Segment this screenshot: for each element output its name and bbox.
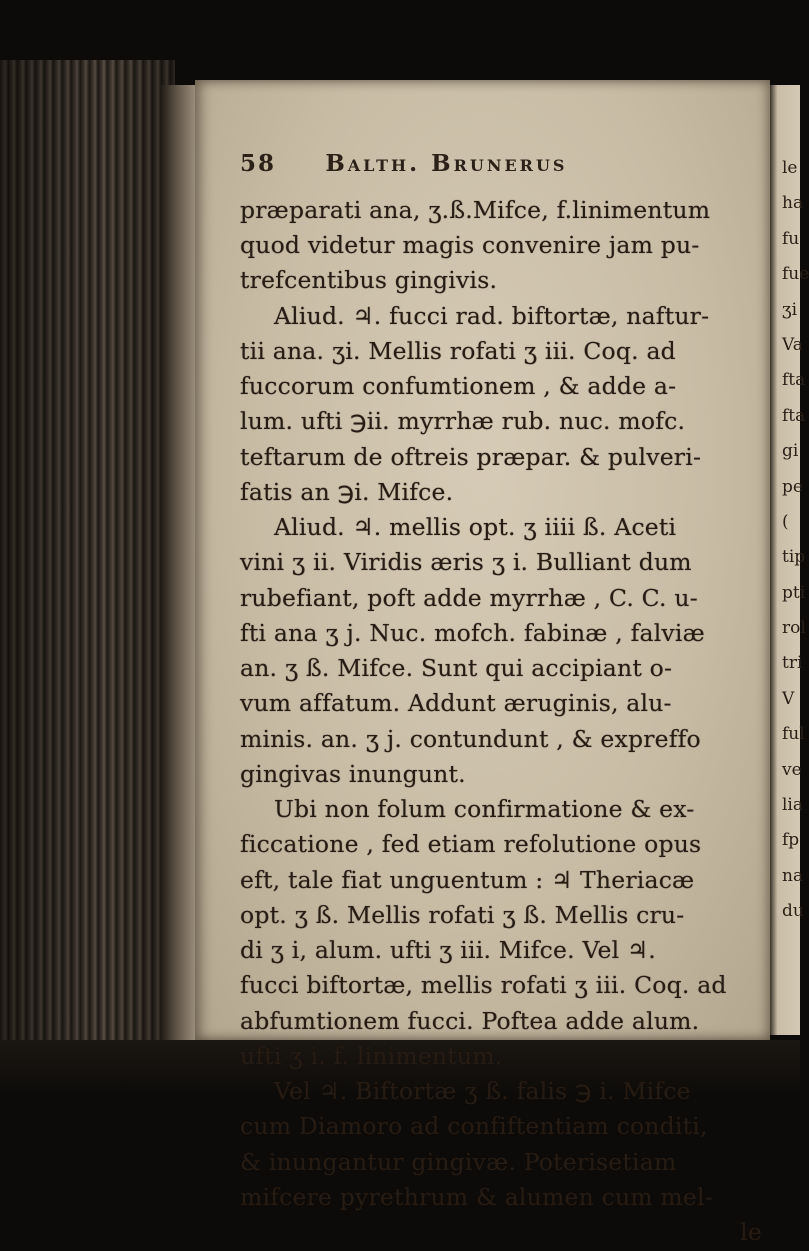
- adjacent-page-fragment: le: [782, 158, 798, 178]
- adjacent-page-fragment: na: [782, 865, 804, 886]
- text-block: [240, 193, 770, 1251]
- text-line: abfumtionem fucci. Poftea adde alum.: [240, 1006, 700, 1035]
- adjacent-page-text: [782, 158, 809, 939]
- adjacent-page-fragment: ve: [782, 759, 802, 780]
- adjacent-page-fragment: du: [782, 901, 804, 922]
- text-line: & inungantur gingivæ. Poterisetiam: [240, 1147, 677, 1176]
- adjacent-page-fragment: gi: [782, 441, 799, 462]
- catchword: le: [740, 1218, 762, 1247]
- running-title: Balth. Brunerus: [325, 150, 568, 177]
- text-line: Ubi non folum confirmatione & ex-: [274, 795, 695, 824]
- text-line: eft, tale fiat unguentum : ♃ Theriacæ: [240, 865, 695, 894]
- text-line: gingivas inungunt.: [240, 759, 466, 788]
- text-line: ufti ʒ i. f. linimentum.: [240, 1041, 503, 1070]
- text-line: rubefiant, poft adde myrrhæ , C. C. u-: [240, 583, 698, 612]
- adjacent-page-fragment: rol: [782, 618, 806, 639]
- text-line: Aliud. ♃. fucci rad. biftortæ, naftur-: [274, 301, 710, 330]
- adjacent-page-fragment: tri: [782, 653, 803, 674]
- adjacent-page-fragment: ful: [782, 724, 805, 745]
- text-line: ficcatione , fed etiam refolutione opus: [240, 830, 702, 859]
- text-line: trefcentibus gingivis.: [240, 266, 498, 295]
- text-line: fucci biftortæ, mellis rofati ʒ iii. Coq. ad: [240, 971, 727, 1000]
- text-line: cum Diamoro ad confiftentiam conditi,: [240, 1112, 708, 1141]
- adjacent-page-fragment: tip: [782, 547, 806, 568]
- adjacent-page-fragment: Va: [782, 334, 803, 355]
- book-edge-shadow: [0, 60, 175, 1070]
- text-line: minis. an. ʒ j. contundunt , & expreffo: [240, 724, 701, 753]
- adjacent-page-fragment: V: [782, 688, 795, 709]
- text-line: fti ana ʒ j. Nuc. mofch. fabinæ , falviæ: [240, 618, 705, 647]
- text-line: quod videtur magis convenire jam pu-: [240, 231, 700, 260]
- page-header: [240, 150, 760, 177]
- text-line: tii ana. ʒi. Mellis rofati ʒ iii. Coq. ad: [240, 336, 676, 365]
- adjacent-page-fragment: fta: [782, 370, 806, 391]
- page-number: 58: [240, 150, 277, 177]
- text-line: Vel ♃. Biftortæ ʒ ß. falis ℈ i. Mifce: [274, 1077, 691, 1106]
- text-line: lum. ufti ℈ii. myrrhæ rub. nuc. mofc.: [240, 407, 686, 436]
- text-line: vum affatum. Addunt æruginis, alu-: [240, 689, 672, 718]
- adjacent-page-fragment: fp: [782, 830, 800, 851]
- text-line: opt. ʒ ß. Mellis rofati ʒ ß. Mellis cru-: [240, 900, 685, 929]
- text-line: præparati ana, ʒ.ß.Mifce, f.linimentum: [240, 195, 711, 224]
- text-line: mifcere pyrethrum & alumen cum mel-: [240, 1182, 713, 1211]
- adjacent-page-fragment: ʒi: [782, 299, 798, 320]
- adjacent-page-fragment: pti: [782, 582, 806, 603]
- page-gutter: [160, 85, 200, 1045]
- text-line: di ʒ i, alum. ufti ʒ iii. Mifce. Vel ♃.: [240, 936, 656, 965]
- text-line: fuccorum confumtionem , & adde a-: [240, 372, 677, 401]
- adjacent-page-fragment: fta: [782, 405, 806, 426]
- text-line: Aliud. ♃. mellis opt. ʒ iiii ß. Aceti: [274, 513, 677, 542]
- text-line: teftarum de oftreis præpar. & pulveri-: [240, 442, 702, 471]
- adjacent-page-fragment: fu: [782, 228, 800, 249]
- text-line: vini ʒ ii. Viridis æris ʒ i. Bulliant dum: [240, 548, 692, 577]
- adjacent-page-fragment: (: [782, 511, 789, 532]
- text-line: fatis an ℈i. Mifce.: [240, 477, 454, 506]
- adjacent-page-fragment: ha: [782, 193, 804, 214]
- adjacent-page-fragment: fue: [782, 264, 809, 285]
- adjacent-page-fragment: lia: [782, 795, 804, 816]
- text-line: an. ʒ ß. Mifce. Sunt qui accipiant o-: [240, 654, 673, 683]
- adjacent-page-fragment: pe: [782, 476, 803, 497]
